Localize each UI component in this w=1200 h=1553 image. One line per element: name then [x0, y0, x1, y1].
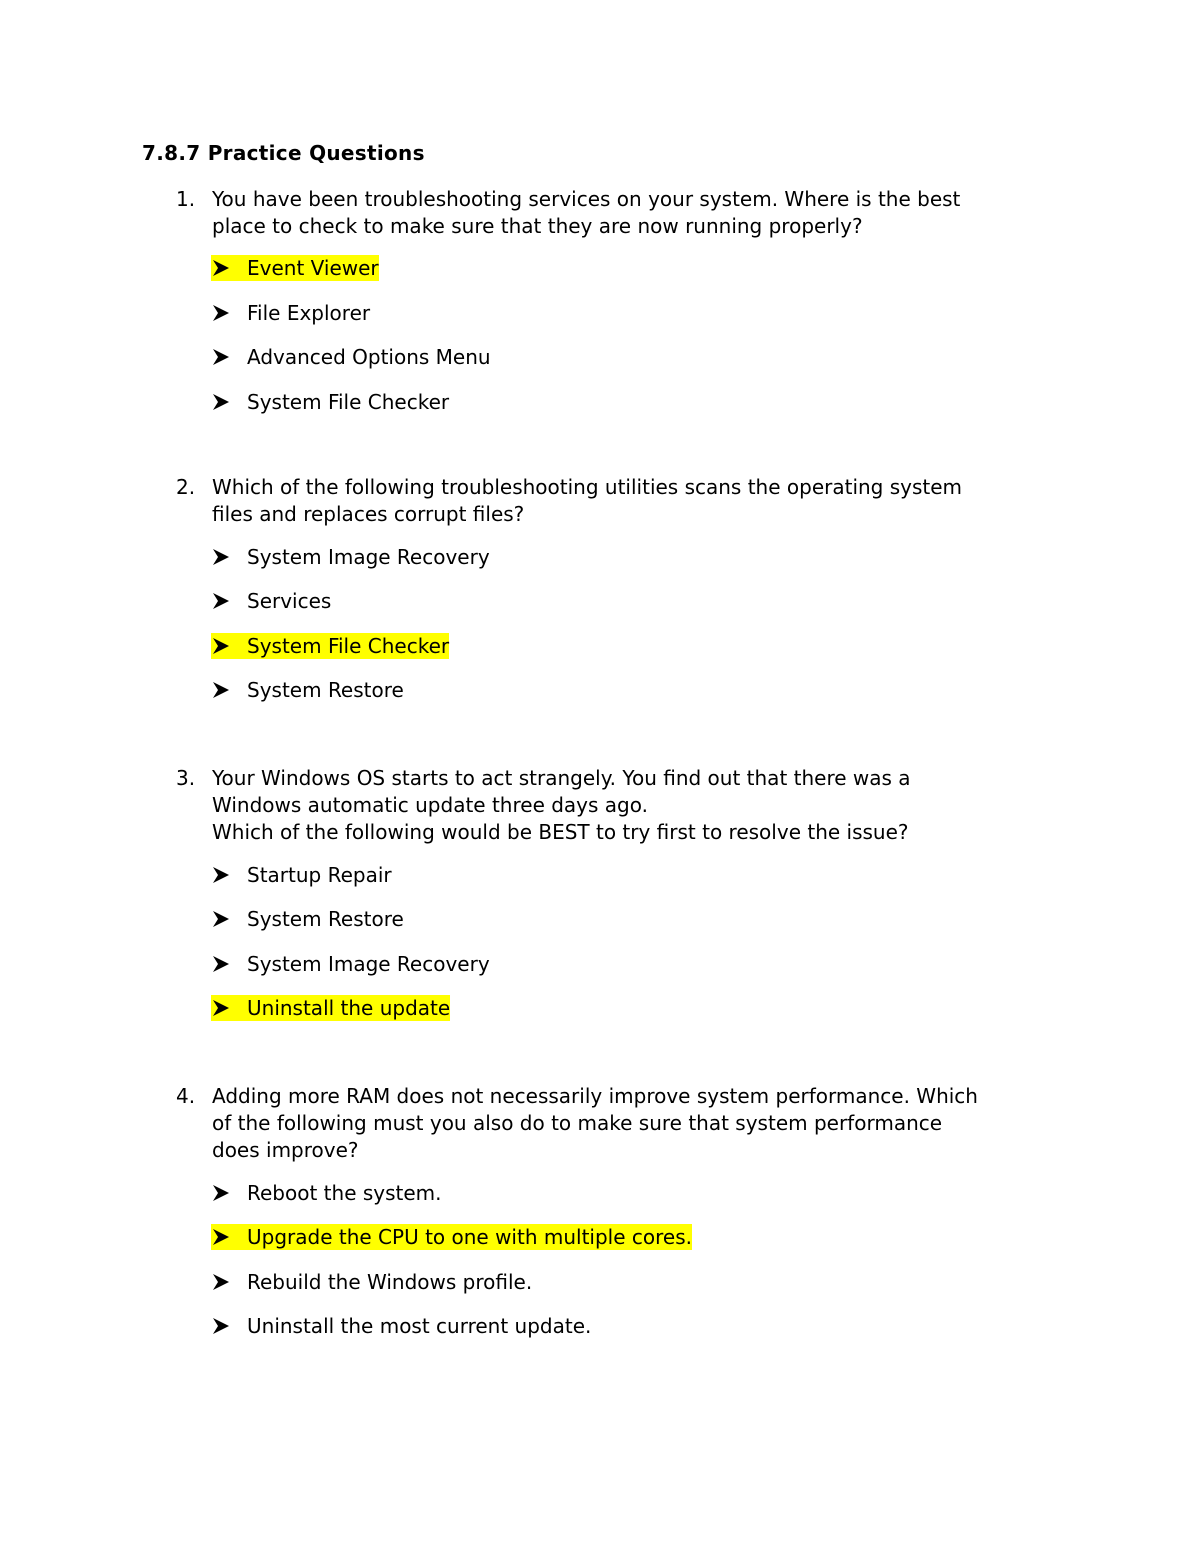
option-label: System Restore [247, 907, 404, 931]
option-system-file-checker [211, 389, 449, 415]
arrow-bullet-icon [211, 951, 247, 977]
option-label: System File Checker [247, 634, 450, 658]
arrow-bullet-icon [211, 633, 247, 659]
option-system-restore [211, 677, 404, 703]
question-text: Adding more RAM does not necessarily improve system performance. Which of the following must you also do to make sure that system performance does improve? [212, 1084, 978, 1162]
arrow-bullet-icon [211, 588, 247, 614]
option-label: System Restore [247, 678, 404, 702]
option-upgrade-the-cpu [211, 1224, 692, 1250]
option-startup-repair [211, 862, 392, 888]
question-number: 2. [176, 475, 196, 499]
option-rebuild-the-windows-profile [211, 1269, 532, 1295]
arrow-bullet-icon [211, 344, 247, 370]
option-label: Services [247, 589, 332, 613]
arrow-bullet-icon [211, 906, 247, 932]
option-label: Advanced Options Menu [247, 345, 491, 369]
arrow-bullet-icon [211, 300, 247, 326]
arrow-bullet-icon [211, 1269, 247, 1295]
option-advanced-options-menu [211, 344, 491, 370]
arrow-bullet-icon [211, 1224, 247, 1250]
arrow-bullet-icon [211, 677, 247, 703]
arrow-bullet-icon [211, 1180, 247, 1206]
arrow-bullet-icon [211, 862, 247, 888]
option-event-viewer [211, 255, 379, 281]
question-text: Which of the following troubleshooting utilities scans the operating system files and replaces corrupt files? [212, 475, 963, 526]
option-label: File Explorer [247, 301, 371, 325]
option-uninstall-the-update [211, 995, 450, 1021]
arrow-bullet-icon [211, 1313, 247, 1339]
option-services [211, 588, 331, 614]
option-system-image-recovery [211, 951, 490, 977]
option-system-restore [211, 906, 404, 932]
arrow-bullet-icon [211, 255, 247, 281]
option-label: Rebuild the Windows profile. [247, 1270, 533, 1294]
question-text: You have been troubleshooting services on your system. Where is the best place to check to make sure that they are now running properly? [212, 187, 961, 238]
question-2 [176, 474, 1056, 528]
option-label: Reboot the system. [247, 1181, 442, 1205]
question-number: 3. [176, 766, 196, 790]
option-label: Uninstall the most current update. [247, 1314, 592, 1338]
option-uninstall-the-most-current-update [211, 1313, 591, 1339]
option-label: Startup Repair [247, 863, 392, 887]
question-1 [176, 186, 1056, 240]
arrow-bullet-icon [211, 389, 247, 415]
option-label: System File Checker [247, 390, 450, 414]
question-number: 4. [176, 1084, 196, 1108]
page-title: 7.8.7 Practice Questions [142, 141, 425, 165]
option-reboot-the-system [211, 1180, 442, 1206]
question-3 [176, 765, 1056, 846]
option-system-image-recovery [211, 544, 490, 570]
question-4 [176, 1083, 1056, 1164]
option-file-explorer [211, 300, 370, 326]
arrow-bullet-icon [211, 995, 247, 1021]
option-label: Upgrade the CPU to one with multiple cores. [247, 1225, 692, 1249]
option-label: Event Viewer [247, 256, 379, 280]
option-system-file-checker [211, 633, 449, 659]
question-text: Your Windows OS starts to act strangely. You find out that there was a Windows automatic update three days ago. Which of the following would be BEST to try first to resolve the issue? [212, 766, 911, 844]
option-label: System Image Recovery [247, 952, 490, 976]
option-label: System Image Recovery [247, 545, 490, 569]
question-number: 1. [176, 187, 196, 211]
arrow-bullet-icon [211, 544, 247, 570]
option-label: Uninstall the update [247, 996, 451, 1020]
